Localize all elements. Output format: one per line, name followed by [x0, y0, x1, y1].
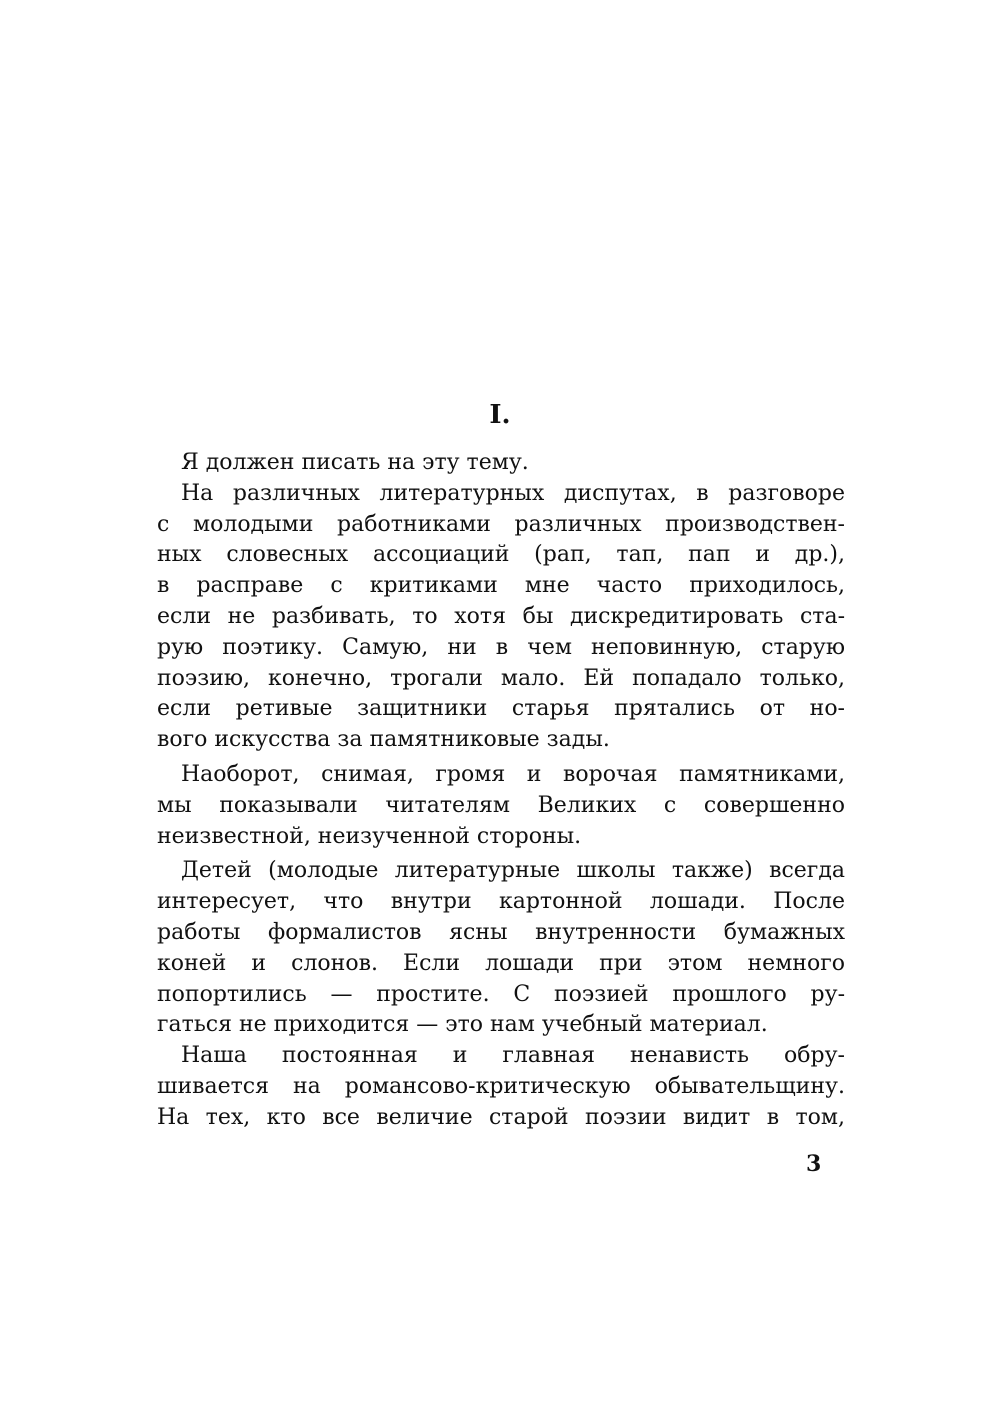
text-line: гаться не приходится — это нам учебный материал. [157, 1012, 768, 1038]
text-line: в расправе с критиками мне часто приходилось, [157, 573, 845, 599]
text-line: шивается на романсово-критическую обывательщину. [157, 1073, 845, 1099]
page-number: 3 [806, 1151, 822, 1177]
text-line: вого искусства за памятниковые зады. [157, 727, 610, 753]
text-line: На различных литературных диспутах, в разговоре [181, 480, 845, 506]
paragraph [157, 856, 845, 1041]
text-line: рую поэтику. Самую, ни в чем неповинную, старую [157, 634, 845, 660]
paragraph [157, 760, 845, 852]
text-line: поэзию, конечно, трогали мало. Ей попадало только, [157, 665, 845, 691]
text-line: На тех, кто все величие старой поэзии видит в том, [157, 1104, 845, 1130]
text-line: ных словесных ассоциаций (рап, тап, пап и др.), [157, 542, 845, 568]
text-line: коней и слонов. Если лошади при этом немного [157, 950, 845, 976]
text-line: попортились — простите. С поэзией прошлого ру- [157, 981, 845, 1007]
body-text [157, 448, 845, 1134]
text-line: интересует, что внутри картонной лошади. После [157, 889, 845, 915]
chapter-heading: I. [489, 400, 511, 430]
text-line: Я должен писать на эту тему. [181, 450, 529, 475]
text-line: Наша постоянная и главная ненависть обру- [181, 1043, 845, 1069]
text-line: если ретивые защитники старья прятались от но- [157, 696, 845, 722]
text-line: неизвестной, неизученной стороны. [157, 823, 582, 849]
text-line: Наоборот, снимая, громя и ворочая памятниками, [181, 761, 845, 787]
text-line: Детей (молодые литературные школы также) всегда [181, 858, 845, 884]
text-line: мы показывали читателям Великих с совершенно [157, 792, 845, 818]
text-line: с молодыми работниками различных производствен- [157, 511, 845, 537]
paragraph [157, 1041, 845, 1133]
text-line: если не разбивать, то хотя бы дискредитировать ста- [157, 603, 845, 629]
paragraph [157, 448, 845, 479]
paragraph [157, 479, 845, 756]
text-line: работы формалистов ясны внутренности бумажных [157, 919, 845, 945]
